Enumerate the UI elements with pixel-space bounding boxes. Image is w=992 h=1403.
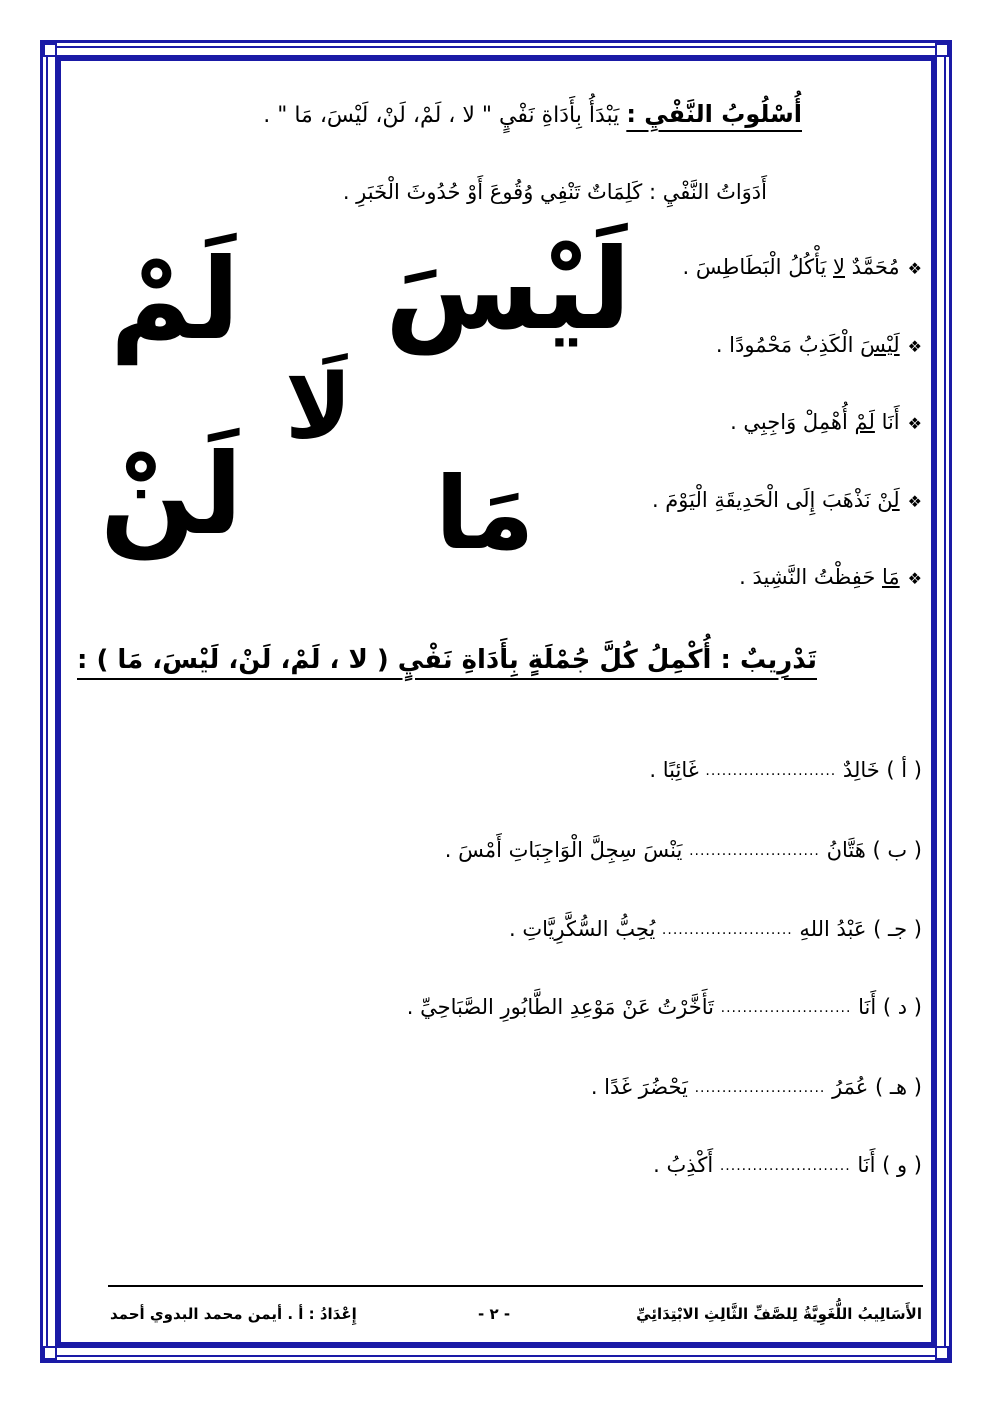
exercise-item: ( أ ) خَالِدٌ ........................ غَائِبًا .	[649, 758, 922, 782]
lesson-definition: أَدَوَاتُ النَّفْيِ : كَلِمَاتٌ تَنْفِي وُقُوعَ أَوْ حُدُوثَ الْخَبَرِ .	[342, 180, 767, 204]
negation-tool: لا	[833, 255, 845, 279]
border-corner	[43, 1346, 57, 1360]
border-corner	[935, 43, 949, 57]
lesson-title-bold: أُسْلُوبُ النَّفْيِ :	[626, 100, 802, 128]
lesson-title-rest: يَبْدَأُ بِأَدَاةِ نَفْيٍ " لا ، لَمْ، لَنْ، لَيْسَ، مَا " .	[263, 103, 620, 128]
border-corner	[43, 43, 57, 57]
example-bullet: ❖مُحَمَّدٌ لا يَأْكُلُ الْبَطَاطِسَ .	[682, 255, 922, 279]
diamond-bullet-icon: ❖	[907, 492, 922, 511]
negation-tool: لَمْ	[854, 410, 875, 434]
footer-divider	[108, 1285, 923, 1287]
diamond-bullet-icon: ❖	[907, 569, 922, 588]
exercise-item: ( هـ ) عُمَرُ ........................ يَحْضُرَ غَدًا .	[590, 1075, 922, 1099]
exercise-item: ( جـ ) عَبْدُ اللهِ ........................ يُحِبُّ السُّكَّرِيَّاتِ .	[509, 917, 922, 941]
diamond-bullet-icon: ❖	[907, 259, 922, 278]
blank-dots: ........................	[719, 1158, 851, 1174]
example-bullet: ❖لَنْ نَذْهَبَ إِلَى الْحَدِيقَةِ الْيَوْمَ .	[651, 488, 922, 512]
border-corner	[935, 1346, 949, 1360]
blank-dots: ........................	[694, 1080, 826, 1096]
lesson-title	[263, 100, 802, 128]
example-bullet: ❖أَنَا لَمْ أُهْمِلْ وَاجِبِي .	[730, 410, 922, 434]
big-word-la: لَا	[285, 355, 353, 460]
big-word-lan: لَنْ	[100, 430, 243, 560]
blank-dots: ........................	[720, 1000, 852, 1016]
diamond-bullet-icon: ❖	[907, 414, 922, 433]
exercise-item: ( د ) أَنَا ........................ تَأَخَّرْتُ عَنْ مَوْعِدِ الطَّابُورِ الصَّبَاحِيِّ .	[406, 995, 922, 1019]
negation-tool: مَا	[882, 565, 900, 589]
diamond-bullet-icon: ❖	[907, 337, 922, 356]
exercise-title: تَدْرِيبٌ : أُكْمِلُ كُلَّ جُمْلَةٍ بِأَدَاةِ نَفْيٍ ( لا ، لَمْ، لَنْ، لَيْسَ، مَا ) :	[77, 645, 817, 675]
big-word-ma: مَا	[435, 455, 535, 572]
big-word-laysa: لَيْسَ	[385, 225, 632, 355]
page-number: - ٢ -	[478, 1305, 511, 1323]
footer-author: إِعْدَادُ : أ . أيمن محمد البدوي أحمد	[110, 1305, 357, 1323]
exercise-item: ( و ) أَنَا ........................ أَكْذِبُ .	[653, 1153, 922, 1177]
footer-book-title: الأَسَالِيبُ اللُّغَوِيَّةُ لِلصَّفِّ الثَّالِثِ الابْتِدَائِيِّ	[636, 1305, 922, 1323]
big-word-lam: لَمْ	[110, 235, 240, 365]
example-bullet: ❖مَا حَفِظْتُ النَّشِيدَ .	[739, 565, 922, 589]
example-bullet: ❖لَيْسَ الْكَذِبُ مَحْمُودًا .	[715, 333, 922, 357]
negation-tool: لَيْسَ	[860, 333, 900, 357]
blank-dots: ........................	[689, 843, 820, 859]
exercise-item: ( ب ) هَتَّانُ ........................ يَنْسَ سِجِلَّ الْوَاجِبَاتِ أَمْسَ .	[444, 838, 922, 862]
blank-dots: ........................	[705, 763, 837, 779]
negation-tool: لَنْ	[877, 488, 900, 512]
blank-dots: ........................	[661, 922, 793, 938]
